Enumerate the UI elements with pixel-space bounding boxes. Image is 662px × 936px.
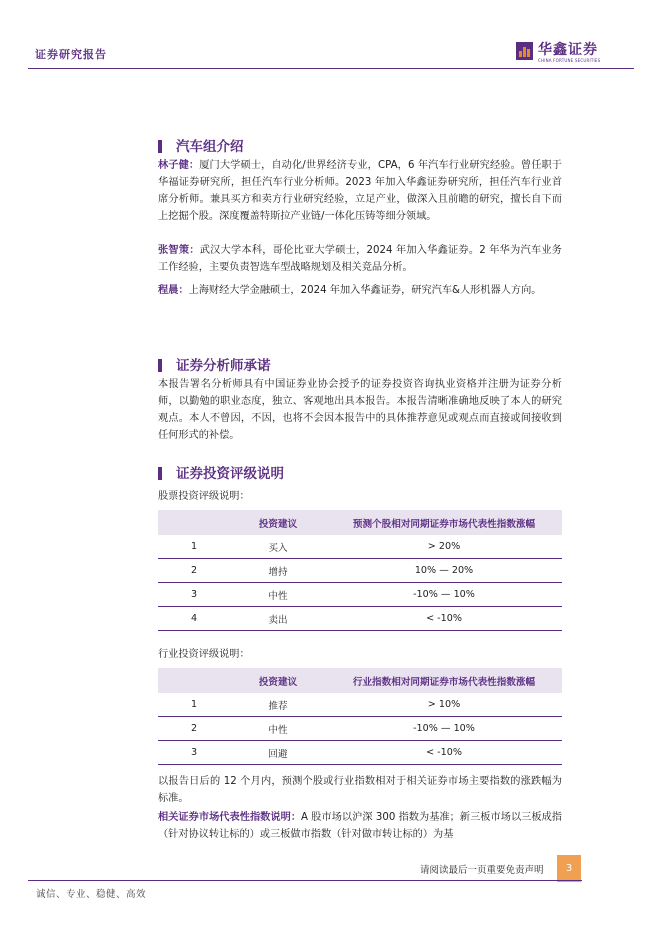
table-cell: 推荐 <box>230 693 326 717</box>
table-cell: < -10% <box>326 607 562 631</box>
footer-divider <box>28 880 582 881</box>
logo-mark-icon <box>516 42 533 60</box>
table-cell: 卖出 <box>230 607 326 631</box>
industry-rating-caption: 行业投资评级说明： <box>158 649 250 660</box>
section-marker-icon <box>158 359 162 372</box>
table-cell: 2 <box>158 559 230 583</box>
table-cell: > 10% <box>326 693 562 717</box>
table-row <box>158 741 562 765</box>
table-row <box>158 535 562 559</box>
industry-rating-table <box>158 668 562 765</box>
section-title-commitment: 证券分析师承诺 <box>158 354 271 374</box>
report-type-label: 证券研究报告 <box>35 48 107 61</box>
table-header: 行业指数相对同期证券市场代表性指数涨幅 <box>326 668 562 693</box>
table-cell: 10% — 20% <box>326 559 562 583</box>
logo-name: 华鑫证券 <box>538 42 598 58</box>
section-title-auto-team: 汽车组介绍 <box>158 135 244 155</box>
table-cell: < -10% <box>326 741 562 765</box>
table-row <box>158 583 562 607</box>
table-cell: 3 <box>158 741 230 765</box>
table-cell: 1 <box>158 535 230 559</box>
stock-rating-caption: 股票投资评级说明： <box>158 491 250 502</box>
table-header: 投资建议 <box>230 668 326 693</box>
stock-rating-table <box>158 510 562 631</box>
table-cell: 2 <box>158 717 230 741</box>
table-cell: 中性 <box>230 583 326 607</box>
section-marker-icon <box>158 467 162 480</box>
member-bio-2: 张智策：武汉大学本科，哥伦比亚大学硕士，2024 年加入华鑫证券。2 年华为汽车业务工作经验，主要负责智选车型战略规划及相关竞品分析。 <box>158 245 562 273</box>
table-cell: 增持 <box>230 559 326 583</box>
commitment-text: 本报告署名分析师具有中国证券业协会授予的证券投资咨询执业资格并注册为证券分析师，以勤勉的职业态度，独立、客观地出具本报告。本报告清晰准确地反映了本人的研究观点。本人不曾因，不因，也将不会因本报告中的具体推荐意见或观点而直接或间接收到任何形式的补偿。 <box>158 379 562 441</box>
table-header <box>158 510 230 535</box>
header-divider <box>28 68 634 69</box>
section-marker-icon <box>158 140 162 153</box>
table-cell: 回避 <box>230 741 326 765</box>
table-cell: 4 <box>158 607 230 631</box>
table-row <box>158 607 562 631</box>
section-title-rating: 证券投资评级说明 <box>158 462 284 482</box>
table-cell: -10% — 10% <box>326 583 562 607</box>
table-cell: 买入 <box>230 535 326 559</box>
table-cell: 3 <box>158 583 230 607</box>
table-header: 投资建议 <box>230 510 326 535</box>
table-header: 预测个股相对同期证券市场代表性指数涨幅 <box>326 510 562 535</box>
company-logo <box>516 38 612 66</box>
table-cell: > 20% <box>326 535 562 559</box>
rating-period-note: 以报告日后的 12 个月内，预测个股或行业指数相对于相关证券市场主要指数的涨跌幅为标准。 <box>158 776 562 804</box>
footer-slogan: 诚信、专业、稳健、高效 <box>36 889 147 900</box>
table-cell: 中性 <box>230 717 326 741</box>
disclaimer-note: 请阅读最后一页重要免责声明 <box>420 865 544 876</box>
table-row <box>158 559 562 583</box>
table-header <box>158 668 230 693</box>
index-note: 相关证券市场代表性指数说明：A 股市场以沪深 300 指数为基准；新三板市场以三板成指（针对协议转让标的）或三板做市指数（针对做市转让标的）为基 <box>158 812 562 840</box>
page-number: 3 <box>557 855 581 882</box>
table-cell: 1 <box>158 693 230 717</box>
logo-subtitle: CHINA FORTUNE SECURITIES <box>538 58 601 63</box>
table-row <box>158 717 562 741</box>
member-bio-1: 林子健：厦门大学硕士，自动化/世界经济专业，CPA，6 年汽车行业研究经验。曾任职于华福证券研究所，担任汽车行业分析师。2023 年加入华鑫证券研究所，担任汽车行业首席分析师。兼具买方和卖方行业研究经验，立足产业，做深入且前瞻的研究，擅长自下而上挖掘个股。深度覆盖特斯拉产业链/一体化压铸等细分领域。 <box>158 160 562 222</box>
table-cell: -10% — 10% <box>326 717 562 741</box>
member-bio-3: 程晨：上海财经大学金融硕士，2024 年加入华鑫证券，研究汽车&人形机器人方向。 <box>158 285 542 296</box>
table-row <box>158 693 562 717</box>
